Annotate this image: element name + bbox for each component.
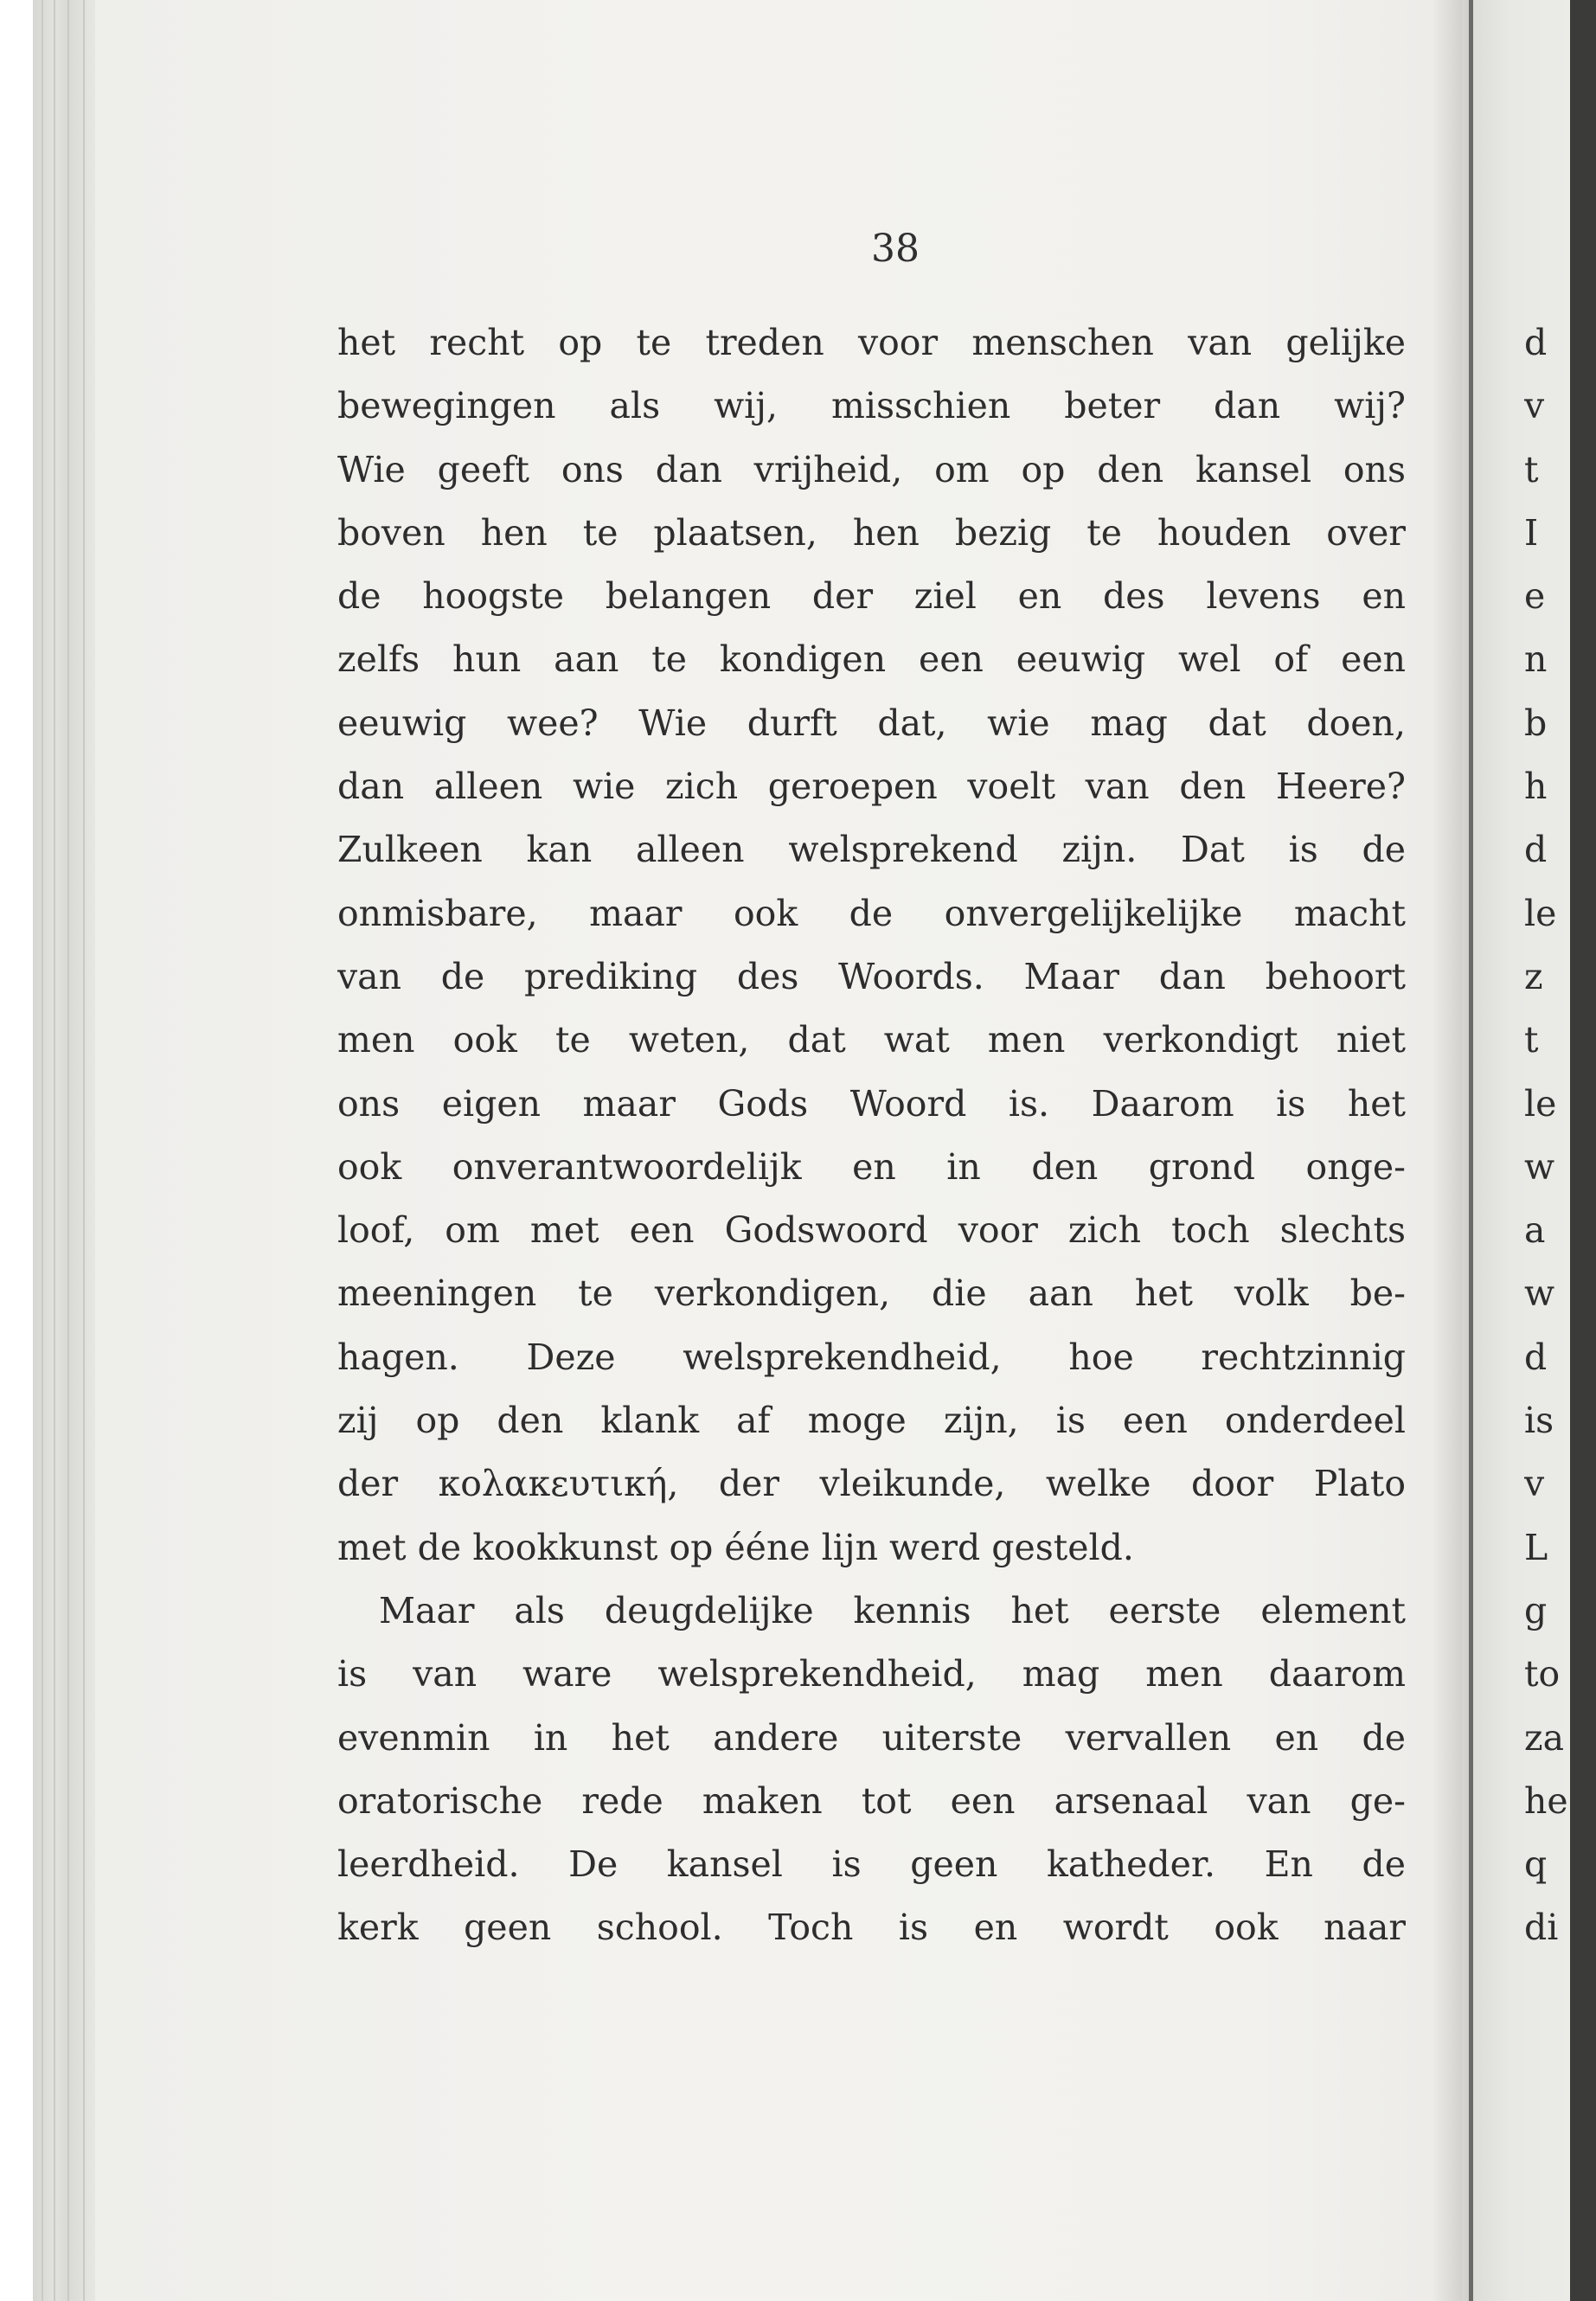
text-line: boven hen te plaatsen, hen bezig te houden over	[337, 511, 1406, 554]
next-page-fragment: d	[1524, 1336, 1548, 1378]
text-line: kerk geen school. Toch is en wordt ook naar	[337, 1907, 1406, 1949]
page-edge-line	[67, 0, 69, 2301]
next-page-fragment: v	[1524, 385, 1545, 427]
next-page-fragment: e	[1524, 575, 1546, 618]
text-line-paragraph-start: Maar als deugdelijke kennis het eerste element	[379, 1589, 1406, 1631]
next-page-fragment: g	[1524, 1589, 1548, 1631]
text-line: ook onverantwoordelijk en in den grond onge-	[337, 1145, 1406, 1188]
text-line: is van ware welsprekendheid, mag men daarom	[337, 1653, 1406, 1695]
next-page-fragment: z	[1524, 955, 1543, 997]
next-page-fragment: I	[1524, 511, 1539, 554]
text-line: van de prediking des Woords. Maar dan behoort	[337, 955, 1406, 997]
next-page-fragment: t	[1524, 1019, 1539, 1061]
next-page-fragment: t	[1524, 448, 1539, 490]
text-line: Zulkeen kan alleen welsprekend zijn. Dat is de	[337, 829, 1406, 871]
page-edge-line	[42, 0, 43, 2301]
text-line: der κολακευτική, der vleikunde, welke door Plato	[337, 1463, 1406, 1505]
text-line: de hoogste belangen der ziel en des levens en	[337, 575, 1406, 618]
text-line: leerdheid. De kansel is geen katheder. En de	[337, 1843, 1406, 1886]
text-line: onmisbare, maar ook de onvergelijkelijke macht	[337, 892, 1406, 934]
text-line: eeuwig wee? Wie durft dat, wie mag dat doen,	[337, 702, 1406, 744]
next-page-fragments	[1524, 311, 1576, 1960]
binding-edge	[0, 0, 33, 2301]
scan-background-right	[1570, 0, 1596, 2301]
next-page-fragment: b	[1524, 702, 1548, 744]
text-line: ons eigen maar Gods Woord is. Daarom is het	[337, 1082, 1406, 1125]
next-page-fragment: di	[1524, 1907, 1559, 1949]
text-line-paragraph-end: met de kookkunst op ééne lijn werd gesteld.	[337, 1526, 1134, 1568]
text-line: loof, om met een Godswoord voor zich toch slechts	[337, 1209, 1406, 1252]
body-text	[337, 311, 1406, 1960]
next-page-fragment: a	[1524, 1209, 1546, 1252]
text-line: men ook te weten, dat wat men verkondigt niet	[337, 1019, 1406, 1061]
next-page-fragment: w	[1524, 1272, 1555, 1315]
next-page-fragment: q	[1524, 1843, 1548, 1886]
text-line: zij op den klank af moge zijn, is een onderdeel	[337, 1400, 1406, 1442]
next-page-fragment: w	[1524, 1145, 1555, 1188]
next-page-fragment: d	[1524, 829, 1548, 871]
text-line: evenmin in het andere uiterste vervallen en de	[337, 1716, 1406, 1759]
next-page-fragment: L	[1524, 1526, 1548, 1568]
gutter-shadow	[1432, 0, 1471, 2301]
text-line: bewegingen als wij, misschien beter dan wij?	[337, 385, 1406, 427]
text-line: het recht op te treden voor menschen van gelijke	[337, 322, 1406, 363]
text-line: dan alleen wie zich geroepen voelt van den Heere?	[337, 766, 1406, 808]
text-line: Wie geeft ons dan vrijheid, om op den kansel ons	[337, 448, 1406, 490]
next-page-fragment: v	[1524, 1463, 1545, 1505]
next-page-fragment: d	[1524, 322, 1548, 363]
next-page-fragment: h	[1524, 766, 1548, 808]
text-line: hagen. Deze welsprekendheid, hoe rechtzinnig	[337, 1336, 1406, 1378]
text-line: meeningen te verkondigen, die aan het volk be-	[337, 1272, 1406, 1315]
text-line: zelfs hun aan te kondigen een eeuwig wel of een	[337, 638, 1406, 681]
next-page-fragment: is	[1524, 1400, 1554, 1442]
page-edge-line	[83, 0, 85, 2301]
next-page-fragment: za	[1524, 1716, 1565, 1759]
next-page-fragment: le	[1524, 1082, 1557, 1125]
next-page-fragment: he	[1524, 1779, 1568, 1822]
page-number: 38	[871, 227, 920, 271]
next-page-fragment: n	[1524, 638, 1548, 681]
next-page-fragment: le	[1524, 892, 1557, 934]
page-edge-line	[54, 0, 55, 2301]
next-page-fragment: to	[1524, 1653, 1561, 1695]
page-edges	[33, 0, 95, 2301]
text-line: oratorische rede maken tot een arsenaal van ge-	[337, 1779, 1406, 1822]
